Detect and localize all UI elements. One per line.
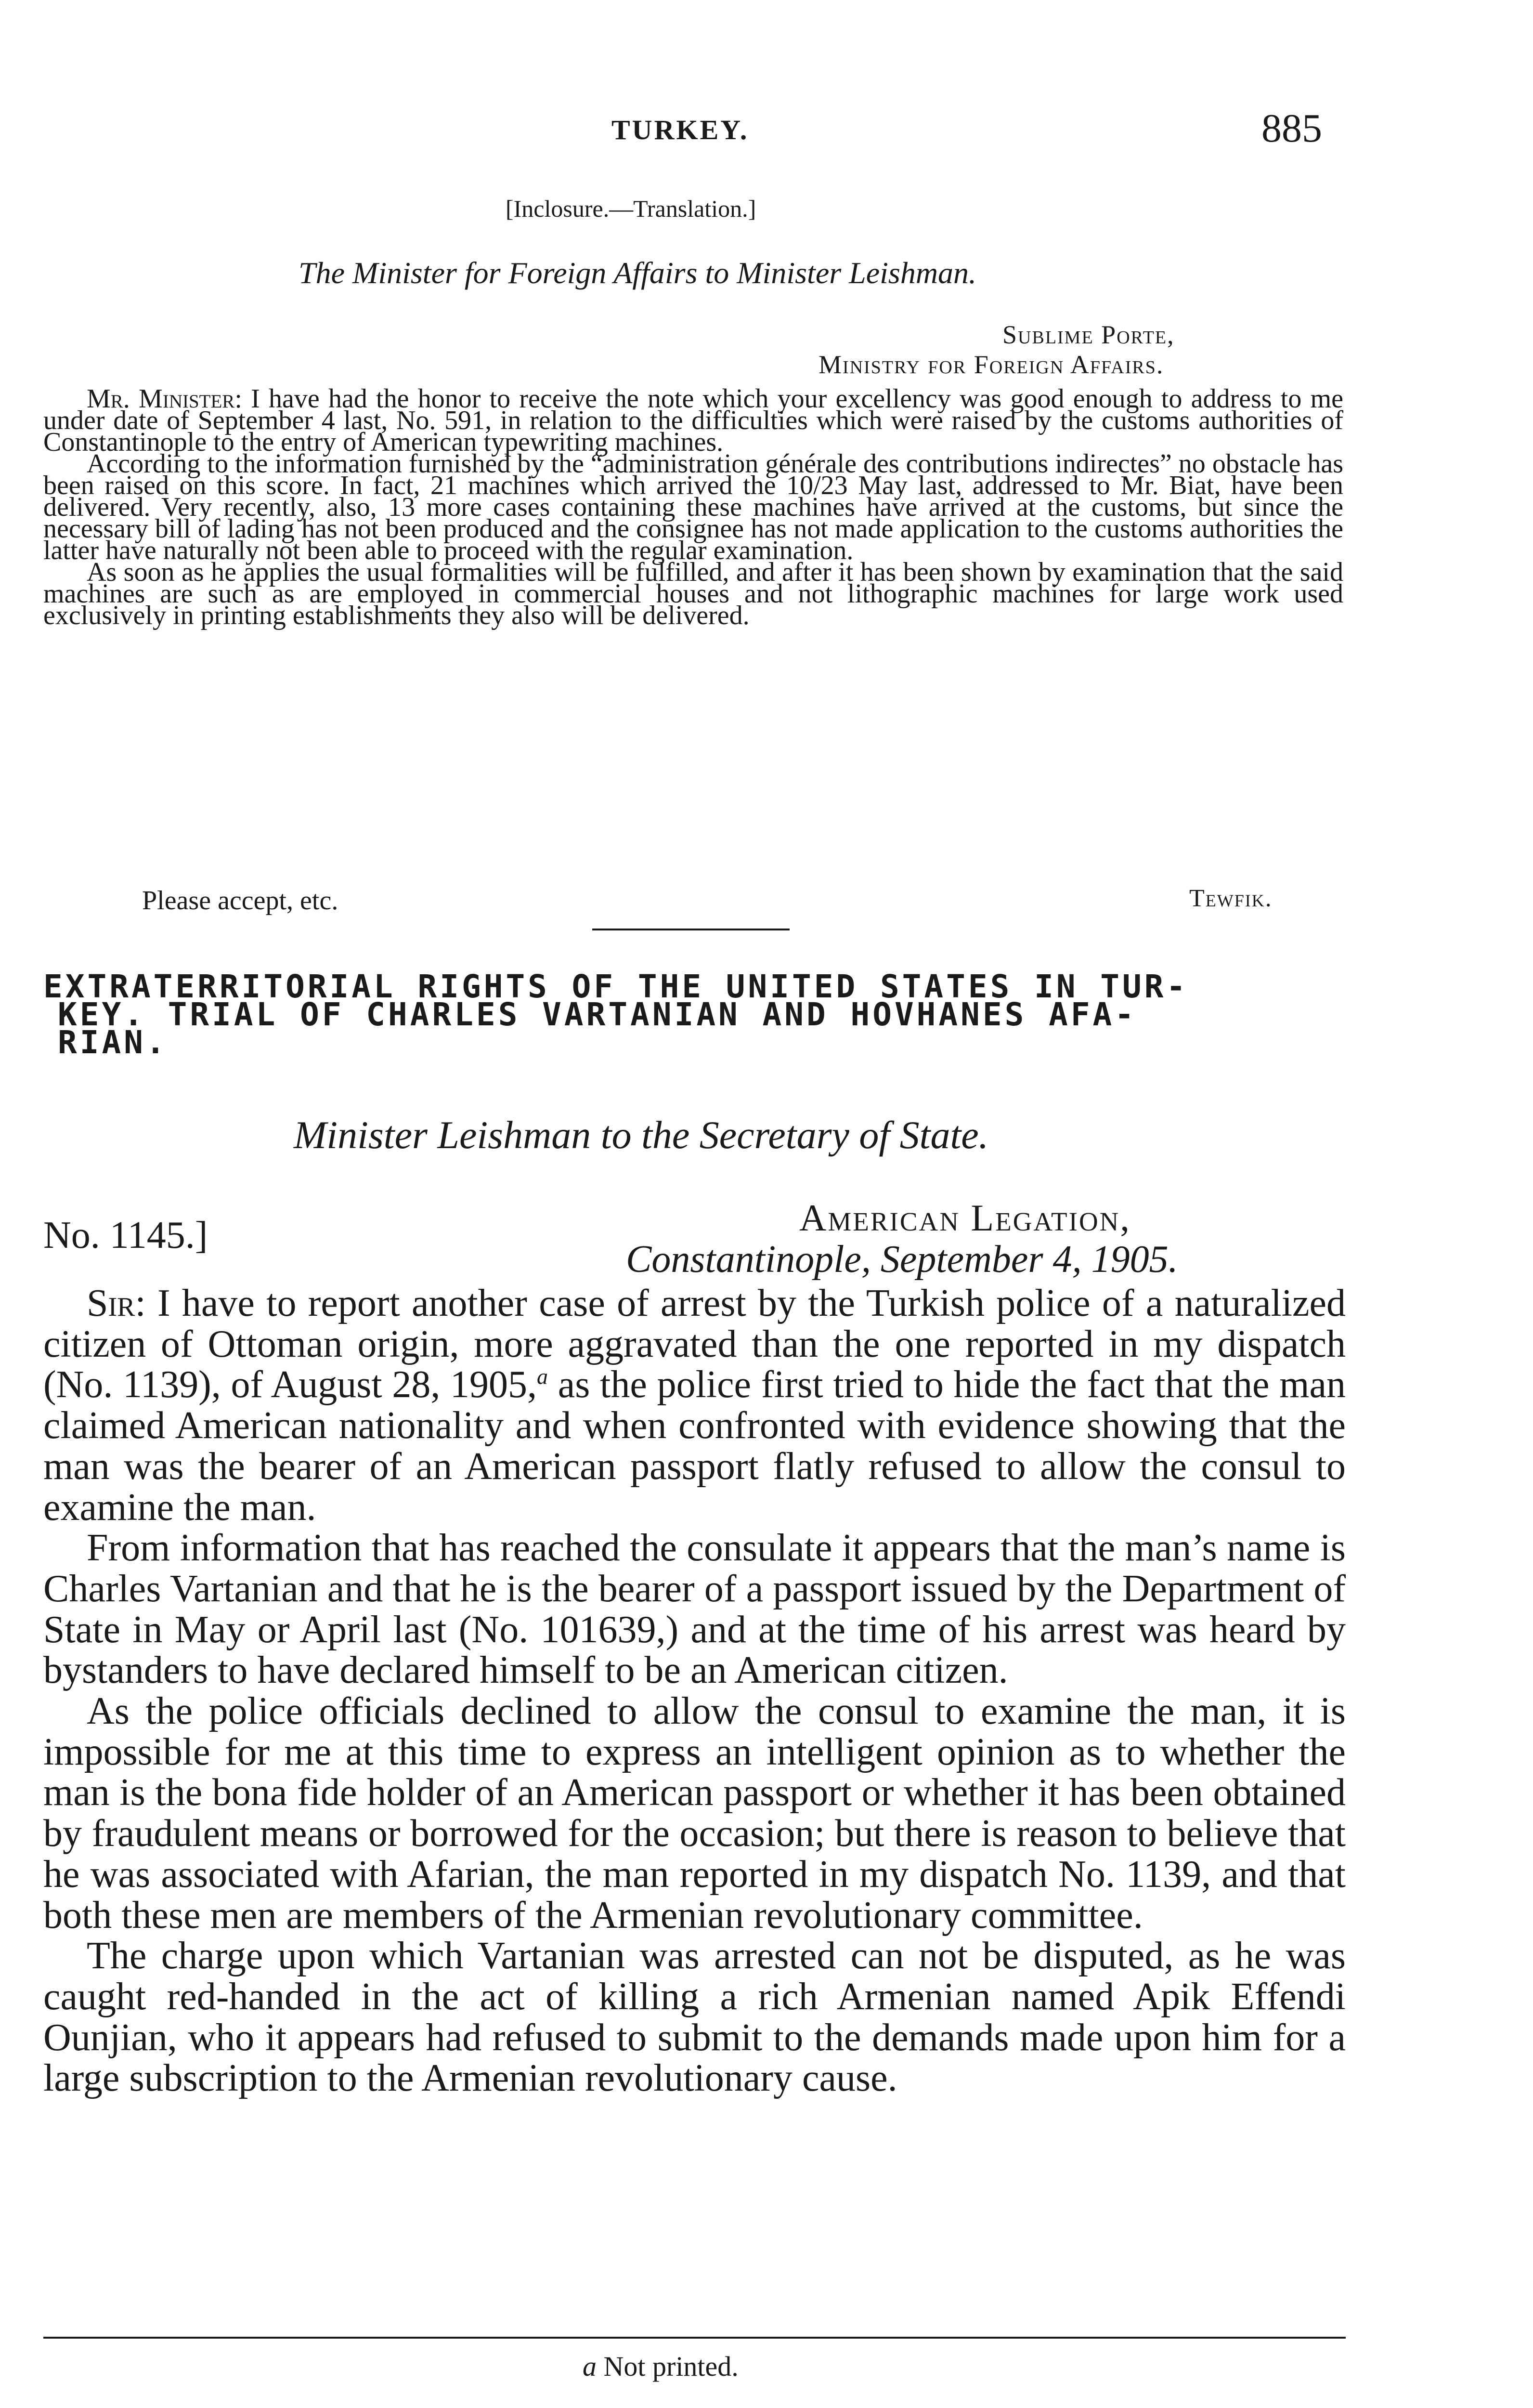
closing-line: Please accept, etc.	[142, 886, 338, 916]
legation-line: American Legation,	[799, 1197, 1131, 1239]
section-heading-line: RIAN.	[58, 1024, 168, 1061]
place-line-1: Sublime Porte,	[1002, 320, 1175, 349]
second-letter-paragraph: From information that has reached the consulate it appears that the man’s name is Charles Vartanian and that he is the bearer of a passport issued by the Department of State in May or April last (No. 101639,) and at the time of his arrest was heard by bystanders to have declared himself to be an American citizen.	[43, 1527, 1346, 1692]
first-letter-heading: The Minister for Foreign Affairs to Minister Leishman.	[299, 256, 977, 290]
place-line-2: Ministry for Foreign Affairs.	[818, 350, 1164, 379]
signature: Tewfik.	[1189, 885, 1273, 912]
footnote-marker: a	[583, 2351, 597, 2382]
section-divider	[592, 929, 790, 930]
inclosure-note: [Inclosure.—Translation.]	[506, 195, 756, 222]
running-head-title: TURKEY.	[611, 114, 749, 145]
dispatch-number: No. 1145.]	[43, 1214, 208, 1256]
second-letter-paragraph	[43, 1283, 1346, 1528]
paragraph-text: I have to report another case of arrest by the Turkish police of a naturalized citizen of Ottoman origin, more aggravated than the one reported in my dispatch (No. 1139), of August 28, 1905,	[43, 1282, 1346, 1406]
second-letter-paragraph: As the police officials declined to allow the consul to examine the man, it is impossible for me at this time to express an intelligent opinion as to whether the man is the bona fide holder of an American passport or whether it has been obtained by fraudulent means or borrowed for the occasion; but there is reason to believe that he was associated with Afarian, the man reported in my dispatch No. 1139, and that both these men are members of the Armenian revolutionary committee.	[43, 1690, 1346, 1937]
footnote-text: Not printed.	[597, 2351, 739, 2382]
footnote	[583, 2350, 739, 2382]
page-number: 885	[1261, 106, 1322, 151]
first-letter-body	[43, 384, 1343, 630]
section-heading	[43, 968, 1353, 1061]
paragraph-text: as the police first tried to hide the fact that the man claimed American nationality and when confronted with evidence showing that the man was the bearer of an American passport flatly refused to allow the consul to examine the man.	[43, 1363, 1346, 1529]
first-letter-paragraph	[43, 384, 1343, 457]
paragraph-text: I have had the honor to receive the note which your excellency was good enough to address to me under date of September 4 last, No. 591, in relation to the difficulties which were raised by the customs authorities of Constantinople to the entry of American typewriting machines.	[43, 384, 1343, 457]
first-letter-paragraph: As soon as he applies the usual formalities will be fulfilled, and after it has been shown by examination that the said machines are such as are employed in commercial houses and not lithographic machines for large work used exclusively in printing establishments they also will be delivered.	[43, 557, 1343, 630]
second-letter-heading: Minister Leishman to the Secretary of State.	[294, 1113, 989, 1157]
footnote-rule	[43, 2337, 1346, 2339]
salutation: Sir:	[87, 1282, 146, 1324]
section-heading-line: EXTRATERRITORIAL RIGHTS OF THE UNITED STATES IN TUR-	[43, 968, 1189, 1005]
dateline: Constantinople, September 4, 1905.	[626, 1238, 1178, 1281]
salutation: Mr. Minister:	[87, 384, 242, 414]
footnote-reference[interactable]: a	[537, 1364, 548, 1389]
second-letter-body	[43, 1283, 1346, 2099]
section-heading-line: KEY. TRIAL OF CHARLES VARTANIAN AND HOVHANES AFA-	[58, 996, 1137, 1033]
second-letter-paragraph: The charge upon which Vartanian was arrested can not be disputed, as he was caught red-handed in the act of killing a rich Armenian named Apik Effendi Ounjian, who it appears had refused to submit to the demands made upon him for a large subscription to the Armenian revolutionary cause.	[43, 1935, 1346, 2100]
first-letter-paragraph: According to the information furnished by the “administration générale des contributions indirectes” no obstacle has been raised on this score. In fact, 21 machines which arrived the 10/23 May last, addressed to Mr. Biat, have been delivered. Very recently, also, 13 more cases containing these machines have arrived at the customs, but since the necessary bill of lading has not been produced and the consignee has not made application to the customs authorities the latter have naturally not been able to proceed with the regular examination.	[43, 449, 1343, 565]
